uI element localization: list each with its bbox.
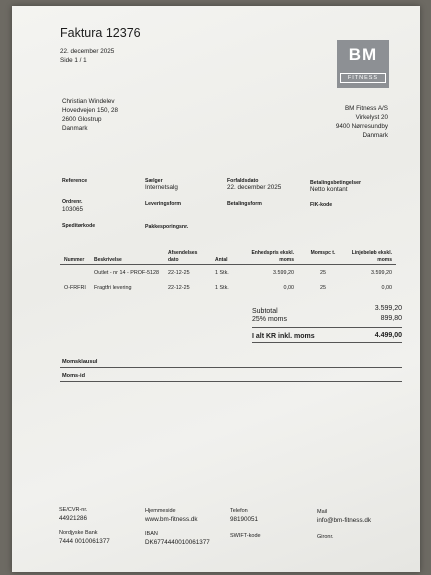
row-description: Outlet - nr 14 - PROF-5128 xyxy=(94,270,160,276)
customer-street: Hovedvejen 150, 28 xyxy=(62,107,119,114)
row-description: Fragtfri levering xyxy=(94,285,132,291)
col-quantity: Antal xyxy=(215,257,228,263)
reference-label: Reference xyxy=(62,178,88,184)
row-ship-date: 22-12-25 xyxy=(168,270,190,276)
col-line-amount: Linjebeløb ekskl. moms xyxy=(351,250,392,263)
mail-value: info@bm-fitness.dk xyxy=(317,517,371,524)
col-ship-date: Afsendelses dato xyxy=(168,250,198,263)
page-number: Side 1 / 1 xyxy=(60,57,87,64)
row-ship-date: 22-12-25 xyxy=(168,285,190,291)
due-date-value: 22. december 2025 xyxy=(227,184,282,191)
col-description: Beskrivelse xyxy=(94,257,122,263)
website-value: www.bm-fitness.dk xyxy=(145,516,198,523)
vat-id-label: Moms-id xyxy=(62,373,85,379)
website-label: Hjemmeside xyxy=(145,508,176,514)
vat-clause-label: Momsklausul xyxy=(62,359,98,365)
company-logo xyxy=(337,40,389,88)
subtotal-value: 3.599,20 xyxy=(374,305,402,312)
iban-label: IBAN xyxy=(145,531,158,537)
invoice-title: Faktura 12376 xyxy=(60,26,141,40)
iban-value: DK6774440010061377 xyxy=(145,539,210,546)
vat-label: 25% moms xyxy=(252,316,288,323)
bank-label: Nordjyske Bank xyxy=(59,530,98,536)
cvr-value: 44921286 xyxy=(59,515,88,522)
bank-value: 7444 0010061377 xyxy=(59,538,110,545)
vat-value: 899,80 xyxy=(380,315,402,322)
row-unit-price: 0,00 xyxy=(283,285,294,291)
totals-divider xyxy=(252,327,402,328)
customer-name: Christian Windelev xyxy=(62,98,115,105)
vat-clause-divider xyxy=(60,367,402,368)
swift-label: SWIFT-kode xyxy=(230,533,261,539)
invoice-paper xyxy=(12,6,420,572)
order-number-value: 103065 xyxy=(62,206,84,213)
vat-id-divider xyxy=(60,381,402,382)
order-number-label: Ordrenr. xyxy=(62,199,83,205)
logo-brand: BM xyxy=(348,45,378,64)
due-date-label: Forfaldsdato xyxy=(227,178,259,184)
invoice-date: 22. december 2025 xyxy=(60,48,115,55)
giro-label: Gironr. xyxy=(317,534,334,540)
row-quantity: 1 Stk. xyxy=(215,285,229,291)
col-number: Nummer xyxy=(64,257,85,263)
col-vat-pct: Momspc t. xyxy=(310,250,336,256)
total-underline xyxy=(252,342,402,343)
payment-method-label: Betalingsform xyxy=(227,201,262,207)
cvr-label: SE/CVR-nr. xyxy=(59,507,88,513)
tracking-number-label: Pakkesporingsnr. xyxy=(145,224,189,230)
mail-label: Mail xyxy=(317,509,328,515)
forwarder-code-label: Speditørkode xyxy=(62,223,96,229)
payment-terms-value: Netto kontant xyxy=(310,186,348,193)
row-line-amount: 3.599,20 xyxy=(371,270,392,276)
company-name: BM Fitness A/S xyxy=(344,105,388,112)
row-line-amount: 0,00 xyxy=(381,285,392,291)
phone-label: Telefon xyxy=(230,508,248,514)
company-street: Virkelyst 20 xyxy=(355,114,388,121)
seller-label: Sælger xyxy=(145,178,163,184)
total-value: 4.499,00 xyxy=(374,332,402,339)
delivery-method-label: Leveringsform xyxy=(145,201,182,207)
total-label: I alt KR inkl. moms xyxy=(252,333,315,340)
col-unit-price: Enhedspris ekskl. moms xyxy=(251,250,294,263)
logo-subtitle: FITNESS xyxy=(340,73,386,83)
subtotal-label: Subtotal xyxy=(252,308,278,315)
phone-value: 98190051 xyxy=(230,516,259,523)
row-number: O-FRFRI xyxy=(64,285,86,291)
payment-terms-label: Betalingsbetingelser xyxy=(310,180,362,186)
fik-code-label: FIK-kode xyxy=(310,202,333,208)
customer-city: 2600 Glostrup xyxy=(62,116,102,123)
table-header-divider xyxy=(60,264,396,265)
company-country: Danmark xyxy=(362,132,388,139)
customer-country: Danmark xyxy=(62,125,88,132)
row-vat-pct: 25 xyxy=(320,285,326,291)
row-vat-pct: 25 xyxy=(320,270,326,276)
row-unit-price: 3.599,20 xyxy=(273,270,294,276)
row-quantity: 1 Stk. xyxy=(215,270,229,276)
seller-value: Internetsalg xyxy=(145,184,178,191)
company-city: 9400 Nørresundby xyxy=(335,123,388,130)
